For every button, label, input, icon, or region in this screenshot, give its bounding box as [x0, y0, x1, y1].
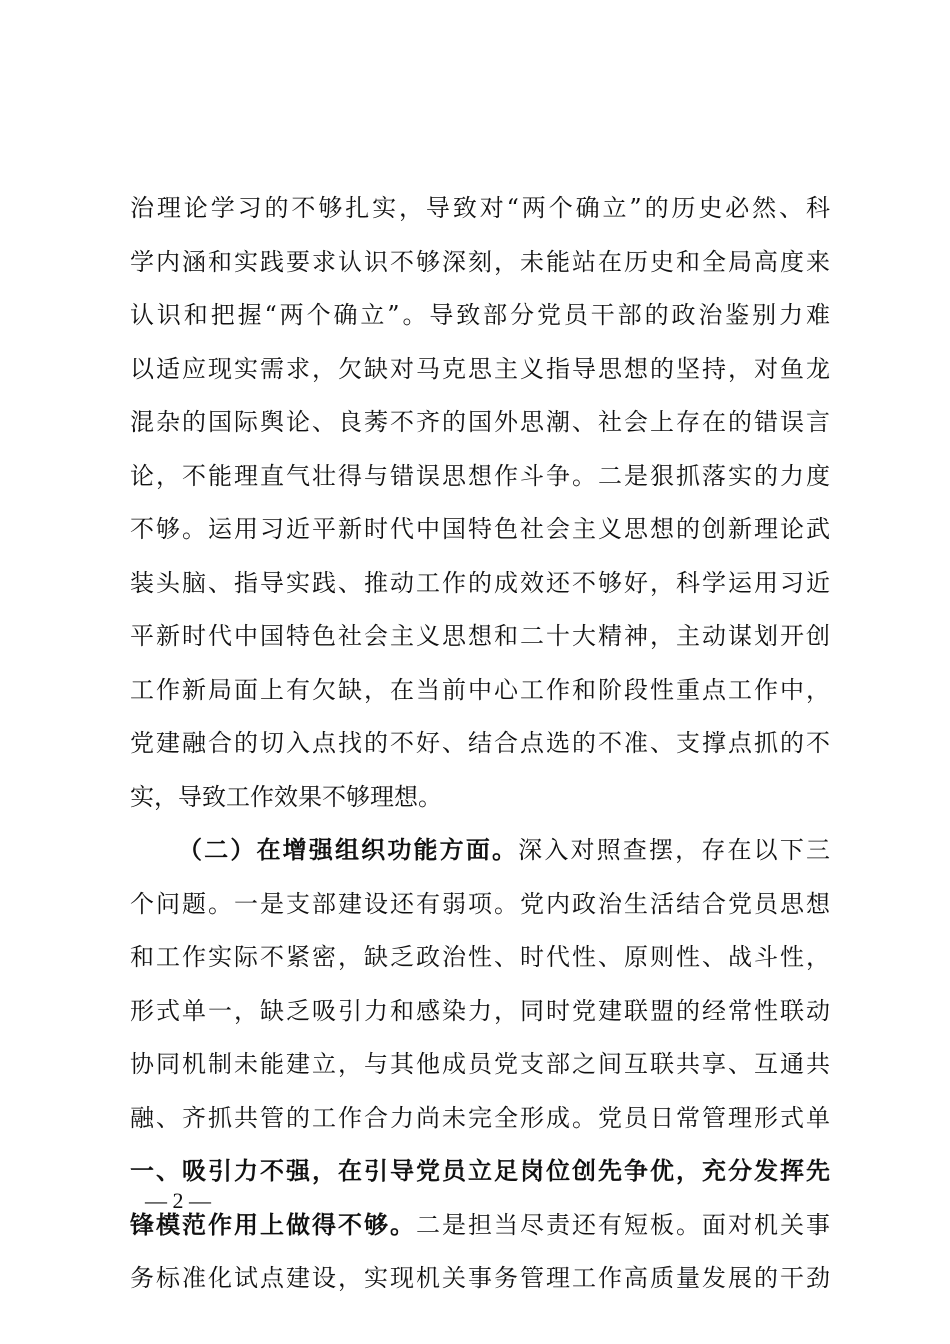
text-span: 二是担当尽责还有短板。面对机关事 [416, 1210, 830, 1239]
text-line: 工作新局面上有欠缺，在当前中心工作和阶段性重点工作中， [130, 675, 830, 704]
text-line: 装头脑、指导实践、推动工作的成效还不够好，科学运用习近 [130, 568, 830, 597]
text-line: 学内涵和实践要求认识不够深刻，未能站在历史和全局高度来 [130, 247, 830, 276]
text-line: 论，不能理直气壮得与错误思想作斗争。二是狠抓落实的力度 [130, 461, 830, 490]
text-line: 协同机制未能建立，与其他成员党支部之间互联共享、互通共 [130, 1050, 830, 1078]
text-line: 混杂的国际舆论、良莠不齐的国外思潮、社会上存在的错误言 [130, 408, 830, 436]
text-line: 务标准化试点建设，实现机关事务管理工作高质量发展的干劲 [130, 1264, 830, 1292]
text-line: 党建融合的切入点找的不好、结合点选的不准、支撑点抓的不 [130, 729, 830, 757]
section-heading-rest: 深入对照查摆，存在以下三 [518, 836, 830, 864]
mixed-text-line [130, 1199, 830, 1253]
text-line: 个问题。一是支部建设还有弱项。党内政治生活结合党员思想 [130, 889, 830, 918]
text-line: 和工作实际不紧密，缺乏政治性、时代性、原则性、战斗性， [130, 943, 830, 971]
text-line: 形式单一，缺乏吸引力和感染力，同时党建联盟的经常性联动 [130, 996, 830, 1025]
page-number: — 2 — [145, 1188, 211, 1213]
section-heading: （二）在增强组织功能方面。 [178, 836, 519, 864]
text-line: 以适应现实需求，欠缺对马克思主义指导思想的坚持，对鱼龙 [130, 354, 830, 383]
text-line: 治理论学习的不够扎实，导致对“两个确立”的历史必然、科 [130, 194, 830, 222]
text-line: 平新时代中国特色社会主义思想和二十大精神，主动谋划开创 [130, 622, 830, 650]
bold-text-line: 一、吸引力不强，在引导党员立足岗位创先争优，充分发挥先 [130, 1157, 830, 1185]
text-line: 实，导致工作效果不够理想。 [130, 782, 442, 811]
bold-span: 锋模范作用上做得不够。 [130, 1210, 416, 1239]
body-text [130, 182, 830, 1306]
section-heading-line [130, 824, 830, 878]
text-line: 不够。运用习近平新时代中国特色社会主义思想的创新理论武 [130, 515, 830, 543]
text-line: 认识和把握“两个确立”。导致部分党员干部的政治鉴别力难 [130, 301, 830, 329]
text-line: 融、齐抓共管的工作合力尚未完全形成。党员日常管理形式单 [130, 1103, 830, 1132]
